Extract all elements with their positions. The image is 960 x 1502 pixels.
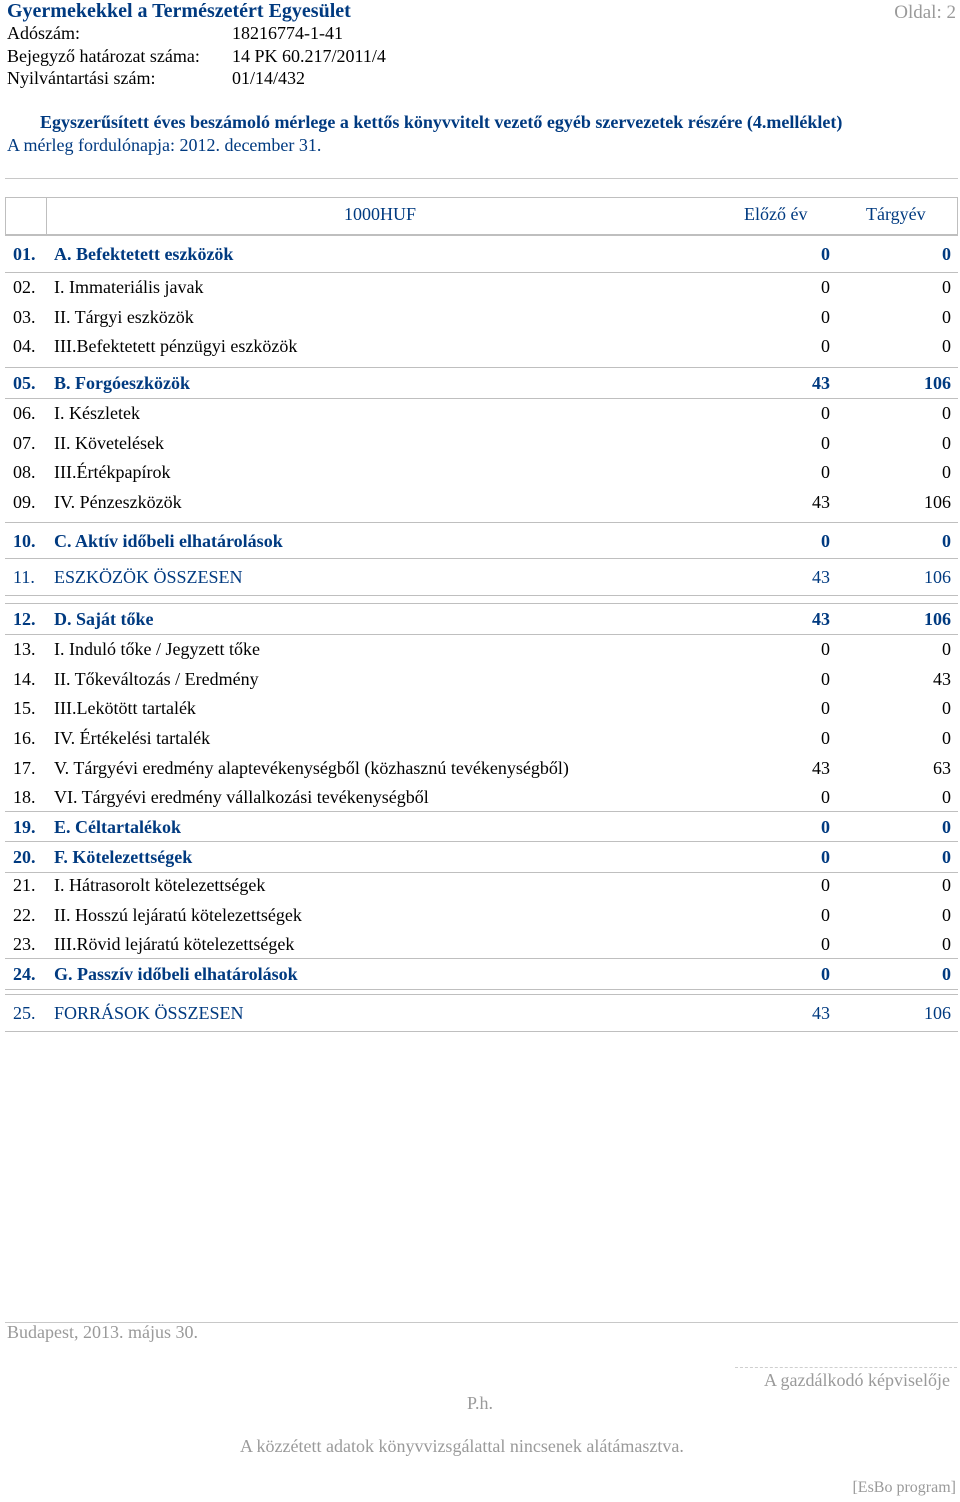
table-row <box>5 693 958 723</box>
previous-year-value: 0 <box>821 462 830 482</box>
previous-year-value: 43 <box>812 1003 830 1023</box>
current-year-value: 0 <box>942 433 951 453</box>
row-label: I. Készletek <box>54 403 140 423</box>
meta-key: Bejegyző határozat száma: <box>7 46 200 66</box>
row-number: 01. <box>13 244 36 264</box>
previous-year-value: 0 <box>821 698 830 718</box>
table-row <box>5 457 958 487</box>
table-row <box>5 900 958 930</box>
meta-key: Nyilvántartási szám: <box>7 68 156 88</box>
row-label: III.Értékpapírok <box>54 462 171 482</box>
signature-line <box>735 1367 957 1368</box>
current-year-value: 0 <box>942 847 951 867</box>
unit-header: 1000HUF <box>344 204 417 224</box>
current-year-value: 63 <box>933 758 951 778</box>
current-year-value: 0 <box>942 964 951 984</box>
previous-year-value: 0 <box>821 934 830 954</box>
current-year-value: 0 <box>942 728 951 748</box>
row-number: 21. <box>13 875 36 895</box>
current-year-value: 0 <box>942 875 951 895</box>
row-number: 23. <box>13 934 36 954</box>
current-year-value: 106 <box>924 1003 951 1023</box>
current-year-value: 106 <box>924 567 951 587</box>
previous-year-value: 43 <box>812 609 830 629</box>
previous-year-value: 0 <box>821 336 830 356</box>
current-year-value: 0 <box>942 817 951 837</box>
table-row <box>5 841 958 873</box>
table-row <box>5 958 958 990</box>
row-number: 11. <box>13 567 35 587</box>
row-label: III.Lekötött tartalék <box>54 698 196 718</box>
previous-year-value: 43 <box>812 758 830 778</box>
row-number: 18. <box>13 787 36 807</box>
previous-year-value: 0 <box>821 531 830 551</box>
table-row <box>5 929 958 959</box>
row-label: II. Tárgyi eszközök <box>54 307 194 327</box>
previous-year-value: 0 <box>821 787 830 807</box>
row-label: ESZKÖZÖK ÖSSZESEN <box>54 567 243 587</box>
row-number: 13. <box>13 639 36 659</box>
row-number: 09. <box>13 492 36 512</box>
row-number: 02. <box>13 277 36 297</box>
top-divider <box>5 178 958 179</box>
table-row <box>5 753 958 783</box>
previous-year-value: 43 <box>812 567 830 587</box>
row-number: 25. <box>13 1003 36 1023</box>
previous-year-value: 0 <box>821 847 830 867</box>
previous-year-value: 43 <box>812 373 830 393</box>
row-number: 19. <box>13 817 36 837</box>
row-number: 22. <box>13 905 36 925</box>
table-header <box>5 197 958 235</box>
row-label: B. Forgóeszközök <box>54 373 190 393</box>
row-label: C. Aktív időbeli elhatárolások <box>54 531 283 551</box>
table-row <box>5 398 958 428</box>
table-row <box>5 302 958 332</box>
current-year-value: 43 <box>933 669 951 689</box>
row-number: 08. <box>13 462 36 482</box>
current-year-header: Tárgyév <box>866 204 926 224</box>
table-row <box>5 870 958 900</box>
current-year-value: 106 <box>924 373 951 393</box>
row-label: G. Passzív időbeli elhatárolások <box>54 964 298 984</box>
previous-year-value: 0 <box>821 964 830 984</box>
row-number: 05. <box>13 373 36 393</box>
table-row <box>5 367 958 399</box>
table-row <box>5 664 958 694</box>
previous-year-value: 0 <box>821 875 830 895</box>
current-year-value: 106 <box>924 609 951 629</box>
table-row <box>5 487 958 517</box>
table-row <box>5 782 958 812</box>
row-number: 15. <box>13 698 36 718</box>
row-label: F. Kötelezettségek <box>54 847 193 867</box>
previous-year-value: 43 <box>812 492 830 512</box>
row-number: 06. <box>13 403 36 423</box>
row-label: I. Hátrasorolt kötelezettségek <box>54 875 266 895</box>
table-row <box>5 331 958 361</box>
page-number: Oldal: 2 <box>894 2 956 23</box>
row-label: II. Követelések <box>54 433 164 453</box>
row-label: IV. Pénzeszközök <box>54 492 182 512</box>
table-row <box>5 634 958 664</box>
row-label: IV. Értékelési tartalék <box>54 728 211 748</box>
row-number: 20. <box>13 847 36 867</box>
place-date: Budapest, 2013. május 30. <box>7 1322 198 1342</box>
row-number: 03. <box>13 307 36 327</box>
table-row <box>5 272 958 302</box>
table-row <box>5 428 958 458</box>
row-label: I. Immateriális javak <box>54 277 204 297</box>
table-row <box>5 235 958 273</box>
table-row <box>5 558 958 596</box>
row-label: D. Saját tőke <box>54 609 154 629</box>
meta-value: 18216774-1-41 <box>232 23 343 43</box>
row-label: VI. Tárgyévi eredmény vállalkozási tevékenységből <box>54 787 429 807</box>
current-year-value: 0 <box>942 307 951 327</box>
current-year-value: 0 <box>942 336 951 356</box>
previous-year-value: 0 <box>821 639 830 659</box>
row-number: 07. <box>13 433 36 453</box>
row-label: I. Induló tőke / Jegyzett tőke <box>54 639 260 659</box>
row-label: III.Rövid lejáratú kötelezettségek <box>54 934 295 954</box>
previous-year-value: 0 <box>821 817 830 837</box>
current-year-value: 0 <box>942 462 951 482</box>
audit-note: A közzétett adatok könyvvizsgálattal nincsenek alátámasztva. <box>240 1436 684 1456</box>
row-label: V. Tárgyévi eredmény alaptevékenységből (közhasznú tevékenységből) <box>54 758 569 778</box>
previous-year-value: 0 <box>821 905 830 925</box>
current-year-value: 0 <box>942 698 951 718</box>
current-year-value: 106 <box>924 492 951 512</box>
row-number: 12. <box>13 609 36 629</box>
row-label: II. Tőkeváltozás / Eredmény <box>54 669 259 689</box>
document-subtitle: A mérleg fordulónapja: 2012. december 31. <box>7 135 322 155</box>
number-column-header <box>6 198 47 234</box>
table-row <box>5 811 958 843</box>
org-name: Gyermekekkel a Természetért Egyesület <box>7 0 351 22</box>
row-number: 04. <box>13 336 36 356</box>
table-row <box>5 723 958 753</box>
current-year-value: 0 <box>942 244 951 264</box>
document-title: Egyszerűsített éves beszámoló mérlege a kettős könyvvitelt vezető egyéb szervezetek részére (4.melléklet) <box>40 112 843 132</box>
stamp-label: P.h. <box>467 1393 494 1413</box>
current-year-value: 0 <box>942 905 951 925</box>
current-year-value: 0 <box>942 639 951 659</box>
meta-value: 01/14/432 <box>232 68 306 88</box>
row-number: 14. <box>13 669 36 689</box>
current-year-value: 0 <box>942 531 951 551</box>
row-label: III.Befektetett pénzügyi eszközök <box>54 336 298 356</box>
row-label: FORRÁSOK ÖSSZESEN <box>54 1003 244 1023</box>
current-year-value: 0 <box>942 277 951 297</box>
previous-year-header: Előző év <box>744 204 808 224</box>
program-label: [EsBo program] <box>852 1479 956 1496</box>
current-year-value: 0 <box>942 403 951 423</box>
previous-year-value: 0 <box>821 669 830 689</box>
previous-year-value: 0 <box>821 244 830 264</box>
current-year-value: 0 <box>942 787 951 807</box>
signer-label: A gazdálkodó képviselője <box>764 1370 950 1390</box>
row-label: E. Céltartalékok <box>54 817 181 837</box>
previous-year-value: 0 <box>821 433 830 453</box>
previous-year-value: 0 <box>821 403 830 423</box>
row-label: II. Hosszú lejáratú kötelezettségek <box>54 905 302 925</box>
row-number: 10. <box>13 531 36 551</box>
row-number: 17. <box>13 758 36 778</box>
table-row <box>5 603 958 635</box>
row-label: A. Befektetett eszközök <box>54 244 234 264</box>
previous-year-value: 0 <box>821 277 830 297</box>
current-year-value: 0 <box>942 934 951 954</box>
row-number: 24. <box>13 964 36 984</box>
table-row <box>5 522 958 560</box>
meta-value: 14 PK 60.217/2011/4 <box>232 46 386 66</box>
previous-year-value: 0 <box>821 728 830 748</box>
row-number: 16. <box>13 728 36 748</box>
previous-year-value: 0 <box>821 307 830 327</box>
table-row <box>5 994 958 1032</box>
meta-key: Adószám: <box>7 23 80 43</box>
